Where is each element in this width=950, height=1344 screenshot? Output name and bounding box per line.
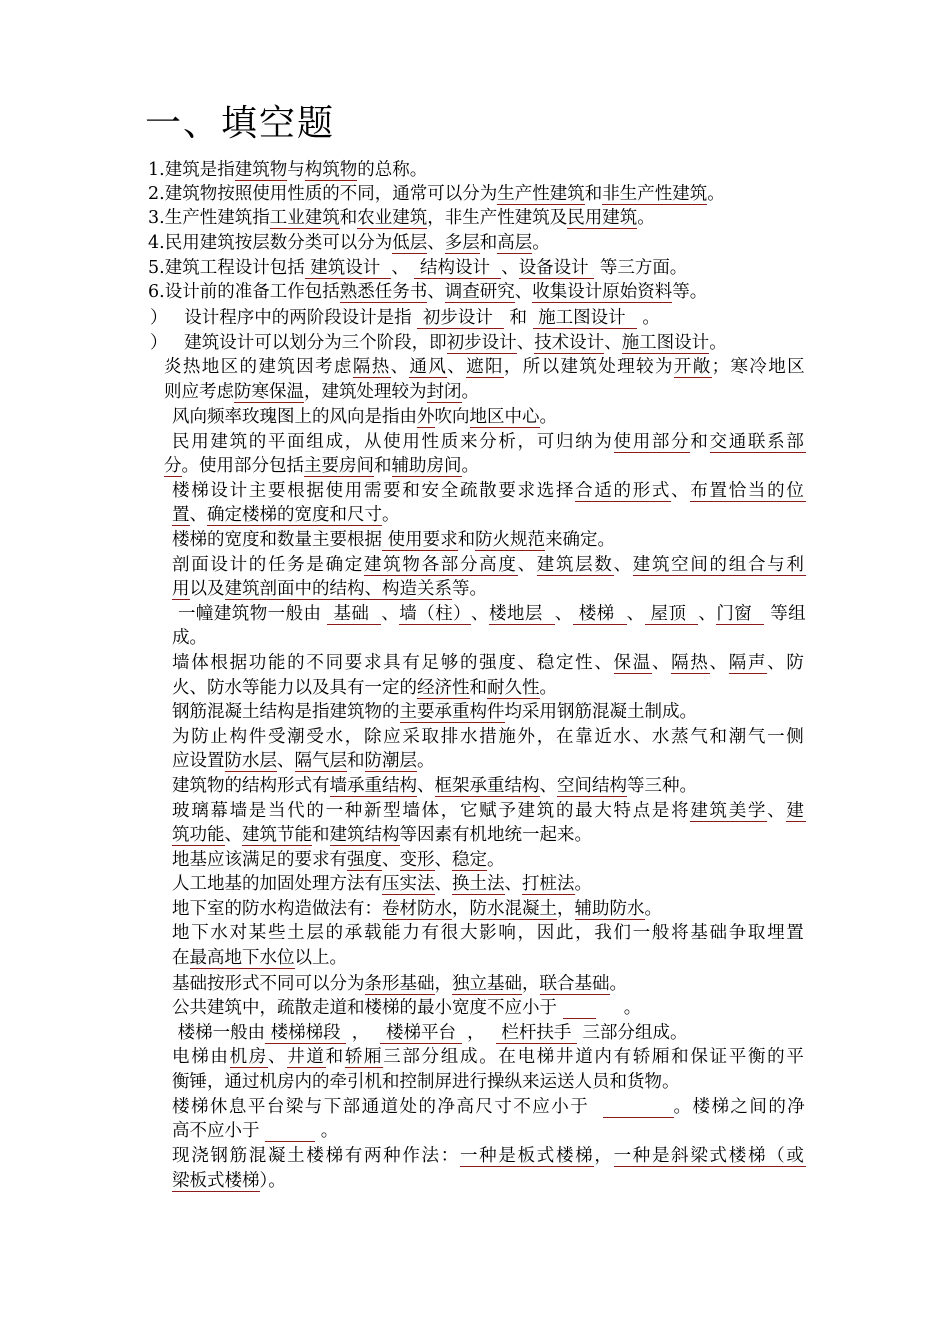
question-line — [148, 231, 550, 255]
question-line — [172, 1095, 806, 1119]
question-text: 均采用钢筋混凝土制成。 — [504, 702, 697, 722]
answer-blank: 屋顶 — [644, 604, 699, 624]
question-text: 、 — [189, 505, 207, 525]
answer-blank: 技术设计 — [534, 333, 605, 353]
answer-blank: 非生产性建筑 — [602, 184, 708, 204]
question-text: 、 — [427, 233, 445, 253]
question-text: 钢筋混凝土结构是指建筑物的 — [172, 702, 400, 722]
question-text: 和 — [374, 456, 392, 476]
question-text: 。 — [461, 382, 479, 402]
answer-blank: 建筑空间的组合与利 — [632, 555, 806, 575]
question-text: 楼梯休息平台梁与下部通道处的净高尺寸不应小于 — [172, 1097, 604, 1117]
question-text: 、 — [516, 333, 535, 353]
question-text: 基础按形式不同可以分为 — [172, 974, 365, 994]
question-text: 、 — [427, 282, 445, 302]
question-text: 。 — [539, 678, 557, 698]
question-text: 、 — [382, 850, 400, 870]
answer-blank: 基础 — [327, 604, 382, 624]
answer-blank: 建筑物 — [234, 160, 288, 180]
answer-blank: 独立基础 — [452, 974, 522, 994]
question-line — [172, 996, 641, 1020]
answer-blank: 建筑剖面中的结构、构造关系 — [224, 579, 452, 599]
answer-blank: 墙承重结构 — [329, 776, 417, 796]
answer-blank: 楼梯平台 — [380, 1023, 462, 1043]
question-text: ， — [434, 974, 452, 994]
question-line — [172, 1045, 806, 1069]
question-text: 地下室的防水构造做法有： — [172, 899, 382, 919]
answer-blank: 施工图设计 — [621, 333, 710, 353]
question-text: 则应考虑 — [164, 382, 234, 402]
answer-blank — [603, 1097, 673, 1118]
question-line — [172, 1070, 680, 1094]
question-text: ）。 — [259, 1171, 286, 1191]
question-text: 、防 — [767, 653, 806, 673]
question-text: 。 — [636, 308, 660, 328]
question-text: 。 — [461, 456, 479, 476]
question-text: 。 — [637, 208, 655, 228]
answer-blank: 墙（柱） — [399, 604, 472, 624]
question-text: 炎热地区的建筑因考虑 — [164, 357, 353, 377]
question-line — [172, 676, 557, 700]
answer-blank: 建筑层数 — [536, 555, 614, 575]
question-text: 1.建筑是指 — [148, 160, 235, 180]
answer-blank: 通风 — [409, 357, 448, 377]
answer-blank: 初步设计 — [417, 308, 504, 328]
answer-blank: 民用建筑 — [567, 208, 638, 228]
question-text: 、 — [390, 357, 410, 377]
answer-blank: 多层 — [444, 233, 480, 253]
question-text: 、 — [381, 604, 400, 624]
answer-blank: 楼梯梯段 — [265, 1023, 347, 1043]
answer-blank: 梁板式楼梯 — [172, 1171, 260, 1191]
question-text: ， — [557, 899, 575, 919]
question-text: 、 — [434, 874, 452, 894]
answer-blank: 外 — [417, 407, 435, 427]
question-text: 、 — [471, 604, 489, 624]
question-line — [148, 280, 707, 304]
question-text: 、 — [417, 776, 435, 796]
answer-blank: 设备设计 — [518, 258, 595, 278]
question-text: 、 — [709, 653, 729, 673]
question-text: ， — [452, 899, 470, 919]
answer-blank: 建筑节能 — [242, 825, 312, 845]
answer-blank: 使用要求 — [382, 530, 458, 550]
answer-blank — [563, 998, 596, 1019]
question-line — [172, 725, 806, 749]
answer-blank: 遮阳 — [466, 357, 504, 377]
question-text: 和 — [503, 308, 533, 328]
question-text: 和 — [690, 432, 710, 452]
question-text: 等三种。 — [627, 776, 697, 796]
question-text: 、 — [539, 776, 557, 796]
answer-blank: 生产性建筑 — [497, 184, 585, 204]
question-text: 墙体根据功能的不同要求具有足够的强度、稳定性、 — [172, 653, 614, 673]
question-line — [172, 577, 487, 601]
answer-blank: 空间结构 — [557, 776, 627, 796]
question-text: 、 — [268, 1047, 288, 1067]
question-line — [172, 405, 557, 429]
question-line — [172, 848, 505, 872]
answer-blank: 防潮层 — [364, 751, 417, 771]
question-text: 和 — [347, 751, 365, 771]
question-text: 。 — [644, 899, 662, 919]
answer-blank: 初步设计 — [446, 333, 517, 353]
question-text: 民用建筑的平面组成，从使用性质来分析，可归纳为 — [172, 432, 614, 452]
question-line — [164, 380, 479, 404]
question-text: 三部分组成。在电梯井道内有轿厢和保证平衡的平 — [383, 1047, 806, 1067]
question-line — [148, 182, 725, 206]
question-text: 。 — [707, 184, 725, 204]
answer-blank: 框架承重结构 — [434, 776, 540, 796]
question-text: 的总称。 — [357, 160, 428, 180]
question-text: 、 — [767, 801, 787, 821]
question-text: 、 — [671, 481, 691, 501]
question-text: 等因素有机地统一起来。 — [399, 825, 592, 845]
question-text: 。 — [382, 505, 400, 525]
question-line — [148, 256, 687, 280]
question-text: 公共建筑中，疏散走道和楼梯的最小宽度不应小于 — [172, 998, 563, 1018]
answer-blank: 建筑美学 — [690, 801, 768, 821]
question-text: 、 — [514, 282, 533, 302]
question-line — [164, 355, 806, 379]
question-text: 吹向 — [434, 407, 470, 427]
question-text: 楼梯设计主要根据使用需要和安全疏散要求选择 — [172, 481, 576, 501]
question-text: 、 — [604, 333, 622, 353]
question-line — [172, 430, 806, 454]
answer-blank: 建筑结构 — [329, 825, 400, 845]
question-text: 以及 — [189, 579, 225, 599]
question-line — [172, 602, 806, 626]
question-line — [172, 872, 592, 896]
answer-blank: 防火规范 — [475, 530, 546, 550]
question-line — [172, 774, 697, 798]
answer-blank: 栏杆扶手 — [495, 1023, 577, 1043]
question-line — [172, 749, 435, 773]
question-text: 。 — [595, 998, 642, 1018]
question-text: ，所以建筑处理较为 — [503, 357, 674, 377]
answer-blank: 隔声 — [728, 653, 768, 673]
question-text: 2.建筑物按照使用性质的不同，通常可以分为 — [148, 184, 498, 204]
question-text: 以上。 — [294, 948, 347, 968]
answer-blank: 换土法 — [452, 874, 505, 894]
answer-blank: 联合基础 — [539, 974, 610, 994]
question-text: ， — [522, 974, 540, 994]
question-text: 衡锤，通过机房内的牵引机和控制屏进行操纵来运送人员和货物。 — [172, 1072, 680, 1092]
answer-blank: 强度 — [347, 850, 382, 870]
answer-blank: 一种是板式楼梯 — [459, 1146, 595, 1166]
question-text: 地下水对某些土层的承载能力有很大影响，因此，我们一般将基础争取埋置 — [172, 923, 806, 943]
question-line — [172, 1144, 806, 1168]
question-line — [172, 823, 592, 847]
question-text: 、 — [391, 258, 415, 278]
answer-blank: 合适的形式 — [575, 481, 672, 501]
question-text: ） 设计程序中的两阶段设计是指 — [150, 308, 418, 328]
question-text: ， — [346, 1023, 381, 1043]
answer-blank: 变形 — [399, 850, 435, 870]
answer-blank: 楼梯 — [572, 604, 627, 624]
answer-blank: 构筑物 — [304, 160, 358, 180]
answer-blank: 隔热 — [352, 357, 391, 377]
answer-blank: 机房 — [229, 1047, 268, 1067]
question-line — [172, 700, 697, 724]
answer-blank: 确定楼梯的宽度和尺寸 — [207, 505, 382, 525]
answer-blank: 稳定 — [452, 850, 487, 870]
answer-blank: 防水层 — [224, 751, 277, 771]
question-text: 和 — [325, 1047, 345, 1067]
question-line — [172, 503, 400, 527]
answer-blank: 置 — [172, 505, 190, 525]
answer-blank: 隔气层 — [294, 751, 347, 771]
question-line — [172, 897, 662, 921]
question-text: 等。 — [672, 282, 708, 302]
answer-blank: 收集设计原始资料 — [532, 282, 673, 302]
answer-blank: 工业建筑 — [269, 208, 340, 228]
question-line — [172, 651, 806, 675]
answer-blank: 开敞 — [673, 357, 712, 377]
question-text: 和 — [469, 678, 487, 698]
answer-blank: 辅助防水 — [574, 899, 645, 919]
question-text: 。 — [315, 1121, 339, 1141]
answer-blank: 筑功能 — [172, 825, 225, 845]
question-line — [148, 206, 655, 230]
question-text: 。 — [417, 751, 435, 771]
answer-blank: 条形基础 — [364, 974, 435, 994]
answer-blank: 隔热 — [671, 653, 710, 673]
question-text: 地基应该满足的要求有 — [172, 850, 347, 870]
question-text: 。 — [532, 233, 550, 253]
question-text: 为防止构件受潮受水，除应采取排水措施外，在靠近水、水蒸气和潮气一侧 — [172, 727, 806, 747]
question-text: 人工地基的加固处理方法有 — [172, 874, 382, 894]
question-text: 、 — [698, 604, 717, 624]
question-text: 建筑物的结构形式有 — [172, 776, 330, 796]
question-text: 。 — [709, 333, 727, 353]
answer-blank: 封闭 — [426, 382, 462, 402]
question-text: 楼梯的宽度和数量主要根据 — [172, 530, 382, 550]
question-text: 高不应小于 — [172, 1121, 266, 1141]
question-text: ） 建筑设计可以划分为三个阶段，即 — [150, 333, 447, 353]
question-text: 一幢建筑物一般由 — [172, 604, 328, 624]
question-text: 。使用部分包括 — [181, 456, 304, 476]
answer-blank: 最高地下水位 — [189, 948, 295, 968]
question-text: 在 — [172, 948, 190, 968]
question-text: 电梯由 — [172, 1047, 230, 1067]
question-text: 和 — [339, 208, 358, 228]
question-line — [172, 799, 806, 823]
question-line — [164, 454, 479, 478]
question-text: 楼梯一般由 — [172, 1023, 266, 1043]
answer-blank — [265, 1121, 315, 1142]
question-text: 和 — [479, 233, 498, 253]
section-heading: 一、填空题 — [145, 103, 336, 144]
question-line — [172, 1169, 286, 1193]
question-line — [172, 528, 615, 552]
question-text: 、 — [613, 555, 633, 575]
question-text: 、 — [434, 850, 452, 870]
question-text: 、 — [224, 825, 242, 845]
question-text: 、 — [626, 604, 645, 624]
answer-blank: 一种是斜梁式楼梯（或 — [613, 1146, 806, 1166]
answer-blank: 耐久性 — [487, 678, 540, 698]
answer-blank: 压实法 — [382, 874, 435, 894]
answer-blank: 保温 — [613, 653, 652, 673]
question-line — [172, 1119, 338, 1143]
question-text: 成。 — [172, 628, 207, 648]
answer-blank: 门窗 — [716, 604, 765, 624]
answer-blank: 建筑设计 — [304, 258, 392, 278]
question-text: 、 — [554, 604, 573, 624]
answer-blank: 地区中心 — [469, 407, 540, 427]
question-text: 、 — [517, 555, 537, 575]
answer-blank: 分 — [164, 456, 182, 476]
answer-blank: 农业建筑 — [357, 208, 428, 228]
question-text: 。 — [609, 974, 627, 994]
question-line — [172, 626, 207, 650]
question-text: 玻璃幕墙是当代的一种新型墙体，它赋予建筑的最大特点是将 — [172, 801, 691, 821]
question-text: 。 — [539, 407, 557, 427]
question-text: 。 — [574, 874, 592, 894]
answer-blank: 交通联系部 — [709, 432, 806, 452]
question-line — [172, 1021, 687, 1045]
answer-blank: 辅助房间 — [391, 456, 462, 476]
answer-blank: 防寒保温 — [234, 382, 304, 402]
question-text: ， — [461, 1023, 496, 1043]
question-text: 和 — [457, 530, 476, 550]
question-text: 三部分组成。 — [576, 1023, 688, 1043]
question-text: 5.建筑工程设计包括 — [148, 258, 305, 278]
answer-blank: 熟悉任务书 — [339, 282, 428, 302]
answer-blank: 低层 — [392, 233, 428, 253]
answer-blank: 主要房间 — [304, 456, 374, 476]
question-line — [148, 158, 427, 182]
question-line — [172, 946, 347, 970]
question-line — [172, 479, 806, 503]
answer-blank: 用 — [172, 579, 190, 599]
question-text: 和 — [584, 184, 603, 204]
answer-blank: 防水混凝土 — [469, 899, 557, 919]
question-text: 、 — [447, 357, 467, 377]
question-line — [172, 553, 806, 577]
question-text: 、 — [277, 751, 295, 771]
answer-blank: 卷材防水 — [382, 899, 452, 919]
answer-blank: 高层 — [497, 233, 533, 253]
question-text: ，建筑处理较为 — [304, 382, 427, 402]
question-text: 现浇钢筋混凝土楼梯有两种作法： — [172, 1146, 460, 1166]
answer-blank: 主要承重构件 — [399, 702, 505, 722]
answer-blank: 楼地层 — [488, 604, 555, 624]
question-text: 火、防水等能力以及具有一定的 — [172, 678, 417, 698]
question-text: ；寒冷地区 — [711, 357, 807, 377]
question-line — [172, 972, 627, 996]
question-text: 应设置 — [172, 751, 225, 771]
question-text: 来确定。 — [545, 530, 616, 550]
question-text: 、 — [501, 258, 519, 278]
answer-blank: 施工图设计 — [532, 308, 637, 328]
question-text: 6.设计前的准备工作包括 — [148, 282, 340, 302]
answer-blank: 建 — [786, 801, 806, 821]
question-line — [172, 921, 806, 945]
question-text: 风向频率玫瑰图上的风向是指由 — [172, 407, 417, 427]
question-text: 。 — [487, 850, 505, 870]
question-text: 与 — [287, 160, 305, 180]
answer-blank: 使用部分 — [613, 432, 691, 452]
answer-blank: 布置恰当的位 — [690, 481, 806, 501]
question-text: 、 — [651, 653, 672, 673]
question-text: 等三方面。 — [594, 258, 688, 278]
answer-blank: 打桩法 — [522, 874, 575, 894]
question-text: 3.生产性建筑指 — [148, 208, 270, 228]
answer-blank: 轿厢 — [344, 1047, 384, 1067]
question-text: 和 — [312, 825, 330, 845]
question-text: 等。 — [452, 579, 487, 599]
question-text: 等组 — [764, 604, 807, 624]
question-text: 、 — [504, 874, 522, 894]
answer-blank: 井道 — [287, 1047, 326, 1067]
question-line — [150, 306, 660, 330]
question-text: ， — [594, 1146, 614, 1166]
question-text: 剖面设计的任务是确定 — [172, 555, 364, 575]
question-text: 4.民用建筑按层数分类可以分为 — [148, 233, 393, 253]
answer-blank: 经济性 — [417, 678, 470, 698]
question-line — [150, 331, 727, 355]
question-text: 。楼梯之间的净 — [673, 1097, 807, 1117]
answer-blank: 调查研究 — [444, 282, 515, 302]
question-text: ，非生产性建筑及 — [427, 208, 568, 228]
answer-blank: 结构设计 — [414, 258, 502, 278]
answer-blank: 建筑物各部分高度 — [363, 555, 518, 575]
